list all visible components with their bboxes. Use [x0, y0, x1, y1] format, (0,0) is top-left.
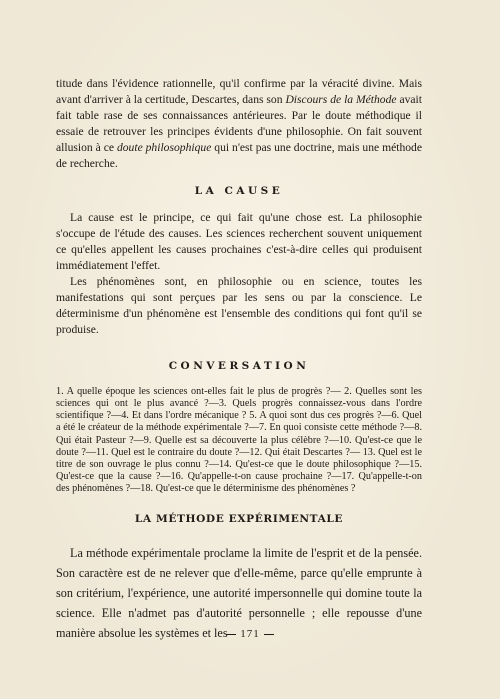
page-content: [56, 76, 422, 643]
heading-methode-experimentale: LA MÉTHODE EXPÉRIMENTALE: [134, 512, 344, 525]
intro-paragraph: [56, 76, 422, 171]
page-number: [0, 628, 500, 640]
folio-dash-right: [264, 634, 274, 635]
cause-paragraph-1: La cause est le principe, ce qui fait qu'une chose est. La philosophie s'occupe de l'étude des causes. Les sciences recherchent souvent uniquement ce qu'elles appellent les causes prochaines c'est-à-dire celles qui produisent immédiatement l'effet.: [56, 211, 422, 273]
page-number-text: 171: [240, 628, 260, 640]
conversation-questions: 1. A quelle époque les sciences ont-elles fait le plus de progrès ?— 2. Quelles sont les sciences qui ont le plus avancé ?—3. Quels progrès connaissez-vous dans l'ordre scientifique ?—4. Et dans l'ordre mécanique ? 5. A quoi sont dus ces progrès ?—6. Quel a été le créateur de la méthode expérimentale ?—7. En quoi consiste cette méthode ?—8. Qui était Pasteur ?—9. Quelle est sa découverte la plus célèbre ?—10. Qu'est-ce que le doute ?—11. Quel est le contraire du doute ?—12. Qui était Descartes ?— 13. Quel est le titre de son ouvrage le plus connu ?—14. Qu'est-ce que le doute philosophique ?—15. Qu'est-ce que la cause ?—16. Qu'appelle-t-on cause prochaine ?—17. Qu'appelle-t-on des phénomènes ?—18. Qu'est-ce que le déterminisme des phénomènes ?: [56, 385, 422, 495]
heading-la-cause: LA CAUSE: [194, 185, 284, 198]
intro-term-italic: doute philosophique: [116, 140, 212, 154]
cause-paragraph-2: Les phénomènes sont, en philosophie ou en science, toutes les manifestations qui sont perçues par les sens ou par la conscience. Le déterminisme d'un phénomène est l'ensemble des conditions qui font qu'il se produise.: [56, 275, 422, 336]
methode-paragraph-1: La méthode expérimentale proclame la limite de l'esprit et de la pensée. Son caractère est de ne relever que d'elle-même, parce qu'elle emprunte à son critérium, l'expérience, une autorité impersonnelle qui domine toute la science. Elle n'admet pas d'autorité personnelle ; elle repousse d'une manière absolue les systèmes et les: [56, 545, 422, 640]
heading-conversation: CONVERSATION: [168, 359, 310, 372]
folio-dash-left: [226, 634, 236, 635]
intro-text-2: avait fait table rase de ses connaissances antérieures. Par le doute méthodique il essaie de retrouver les principes évidents d'une philosophie. On fait souvent allusion à ce: [56, 92, 423, 154]
intro-title-italic: Discours de la Méthode: [285, 92, 397, 106]
intro-text-1: titude dans l'évidence rationnelle, qu'il confirme par la véracité divine. Mais avant d'arriver à la certitude, Descartes, dans son: [56, 77, 422, 106]
intro-text-3: qui n'est pas une doctrine, mais une méthode de recherche.: [56, 140, 422, 170]
